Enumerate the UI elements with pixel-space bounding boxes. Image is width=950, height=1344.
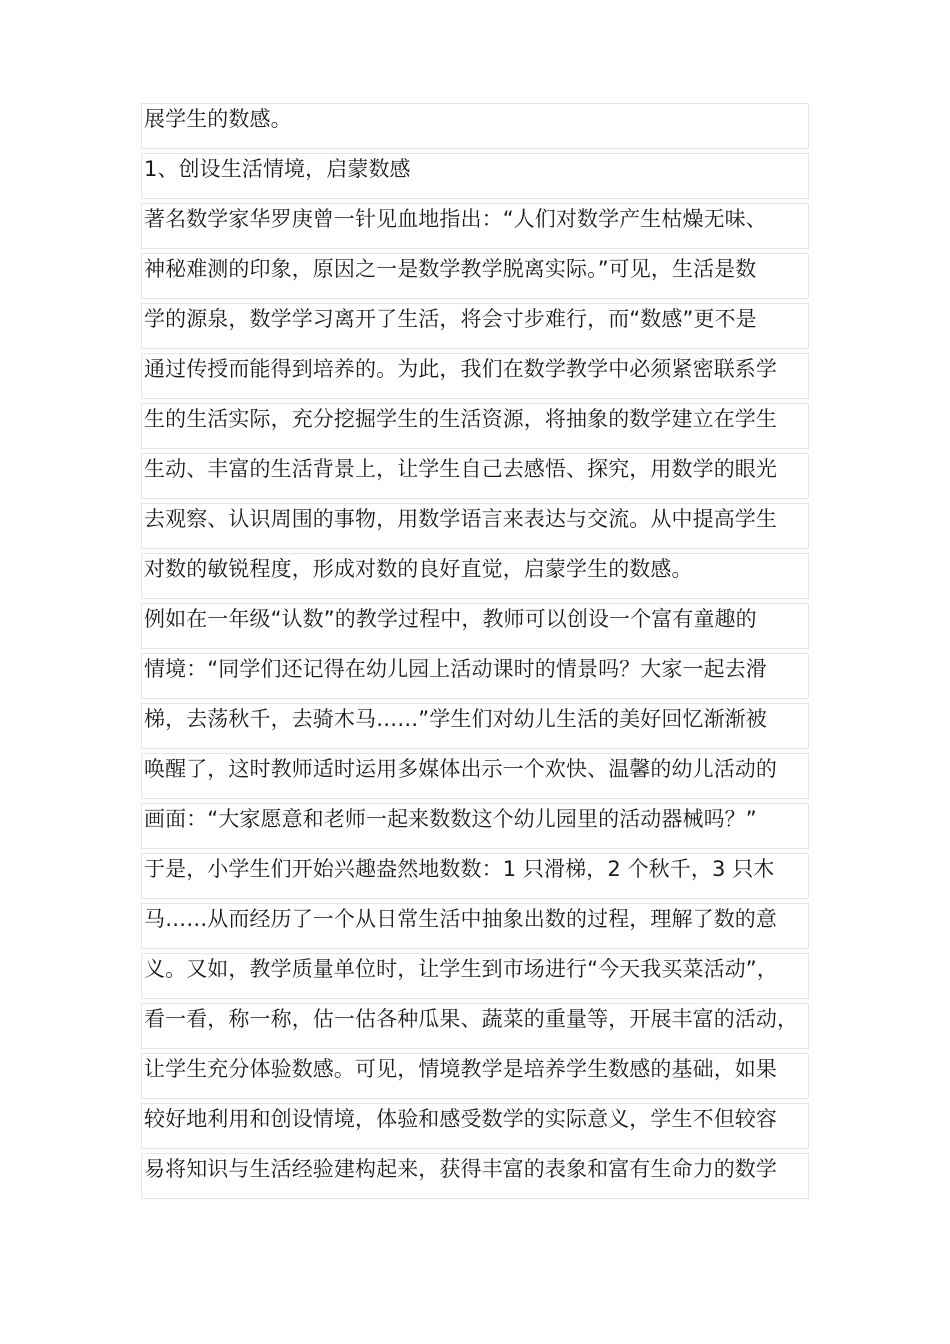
text-line [141,553,809,603]
line-text: 较好地利用和创设情境，体验和感受数学的实际意义，学生不但较容 [144,1107,777,1131]
line-text: 生的生活实际，充分挖掘学生的生活资源，将抽象的数学建立在学生 [144,407,777,431]
text-line [141,853,809,903]
line-text: 唤醒了，这时教师适时运用多媒体出示一个欢快、温馨的幼儿活动的 [144,757,777,781]
text-line [141,103,809,153]
text-line [141,503,809,553]
section-heading [141,153,809,203]
text-line [141,303,809,353]
line-text: 通过传授而能得到培养的。为此，我们在数学教学中必须紧密联系学 [144,357,777,381]
text-line [141,453,809,503]
line-text: 对数的敏锐程度，形成对数的良好直觉，启蒙学生的数感。 [144,557,693,581]
line-text: 马……从而经历了一个从日常生活中抽象出数的过程，理解了数的意 [144,907,777,931]
line-text: 去观察、认识周围的事物，用数学语言来表达与交流。从中提高学生 [144,507,777,531]
line-text: 学的源泉，数学学习离开了生活，将会寸步难行，而“数感”更不是 [144,307,757,331]
line-text: 生动、丰富的生活背景上，让学生自己去感悟、探究，用数学的眼光 [144,457,777,481]
text-line [141,803,809,853]
text-line [141,253,809,303]
line-text: 例如在一年级“认数”的教学过程中，教师可以创设一个富有童趣的 [144,607,757,631]
line-text: 于是，小学生们开始兴趣盎然地数数：1 只滑梯，2 个秋千，3 只木 [144,857,775,881]
text-line [141,1153,809,1203]
line-text: 易将知识与生活经验建构起来，获得丰富的表象和富有生命力的数学 [144,1157,777,1181]
text-line [141,903,809,953]
line-text: 著名数学家华罗庚曾一针见血地指出：“人们对数学产生枯燥无味、 [144,207,767,231]
text-line [141,1103,809,1153]
text-line [141,1053,809,1103]
text-line [141,953,809,1003]
text-line [141,753,809,803]
line-text: 义。又如，教学质量单位时，让学生到市场进行“今天我买菜活动”， [144,957,778,981]
line-text: 看一看，称一称，估一估各种瓜果、蔬菜的重量等，开展丰富的活动， [144,1007,799,1031]
text-line [141,353,809,403]
line-text: 展学生的数感。 [144,107,292,131]
line-text: 画面：“大家愿意和老师一起来数数这个幼儿园里的活动器械吗？” [144,807,757,831]
line-text: 神秘难测的印象，原因之一是数学教学脱离实际。”可见，生活是数 [144,257,757,281]
text-line [141,653,809,703]
text-line [141,703,809,753]
text-line [141,1003,809,1053]
body-text [141,103,809,1203]
text-line [141,603,809,653]
text-line [141,203,809,253]
line-text: 情境：“同学们还记得在幼儿园上活动课时的情景吗？大家一起去滑 [144,657,767,681]
line-text: 让学生充分体验数感。可见，情境教学是培养学生数感的基础，如果 [144,1057,777,1081]
text-line [141,403,809,453]
line-text: 梯，去荡秋千，去骑木马……”学生们对幼儿生活的美好回忆渐渐被 [144,707,767,731]
heading-text: 1、创设生活情境，启蒙数感 [144,157,411,181]
